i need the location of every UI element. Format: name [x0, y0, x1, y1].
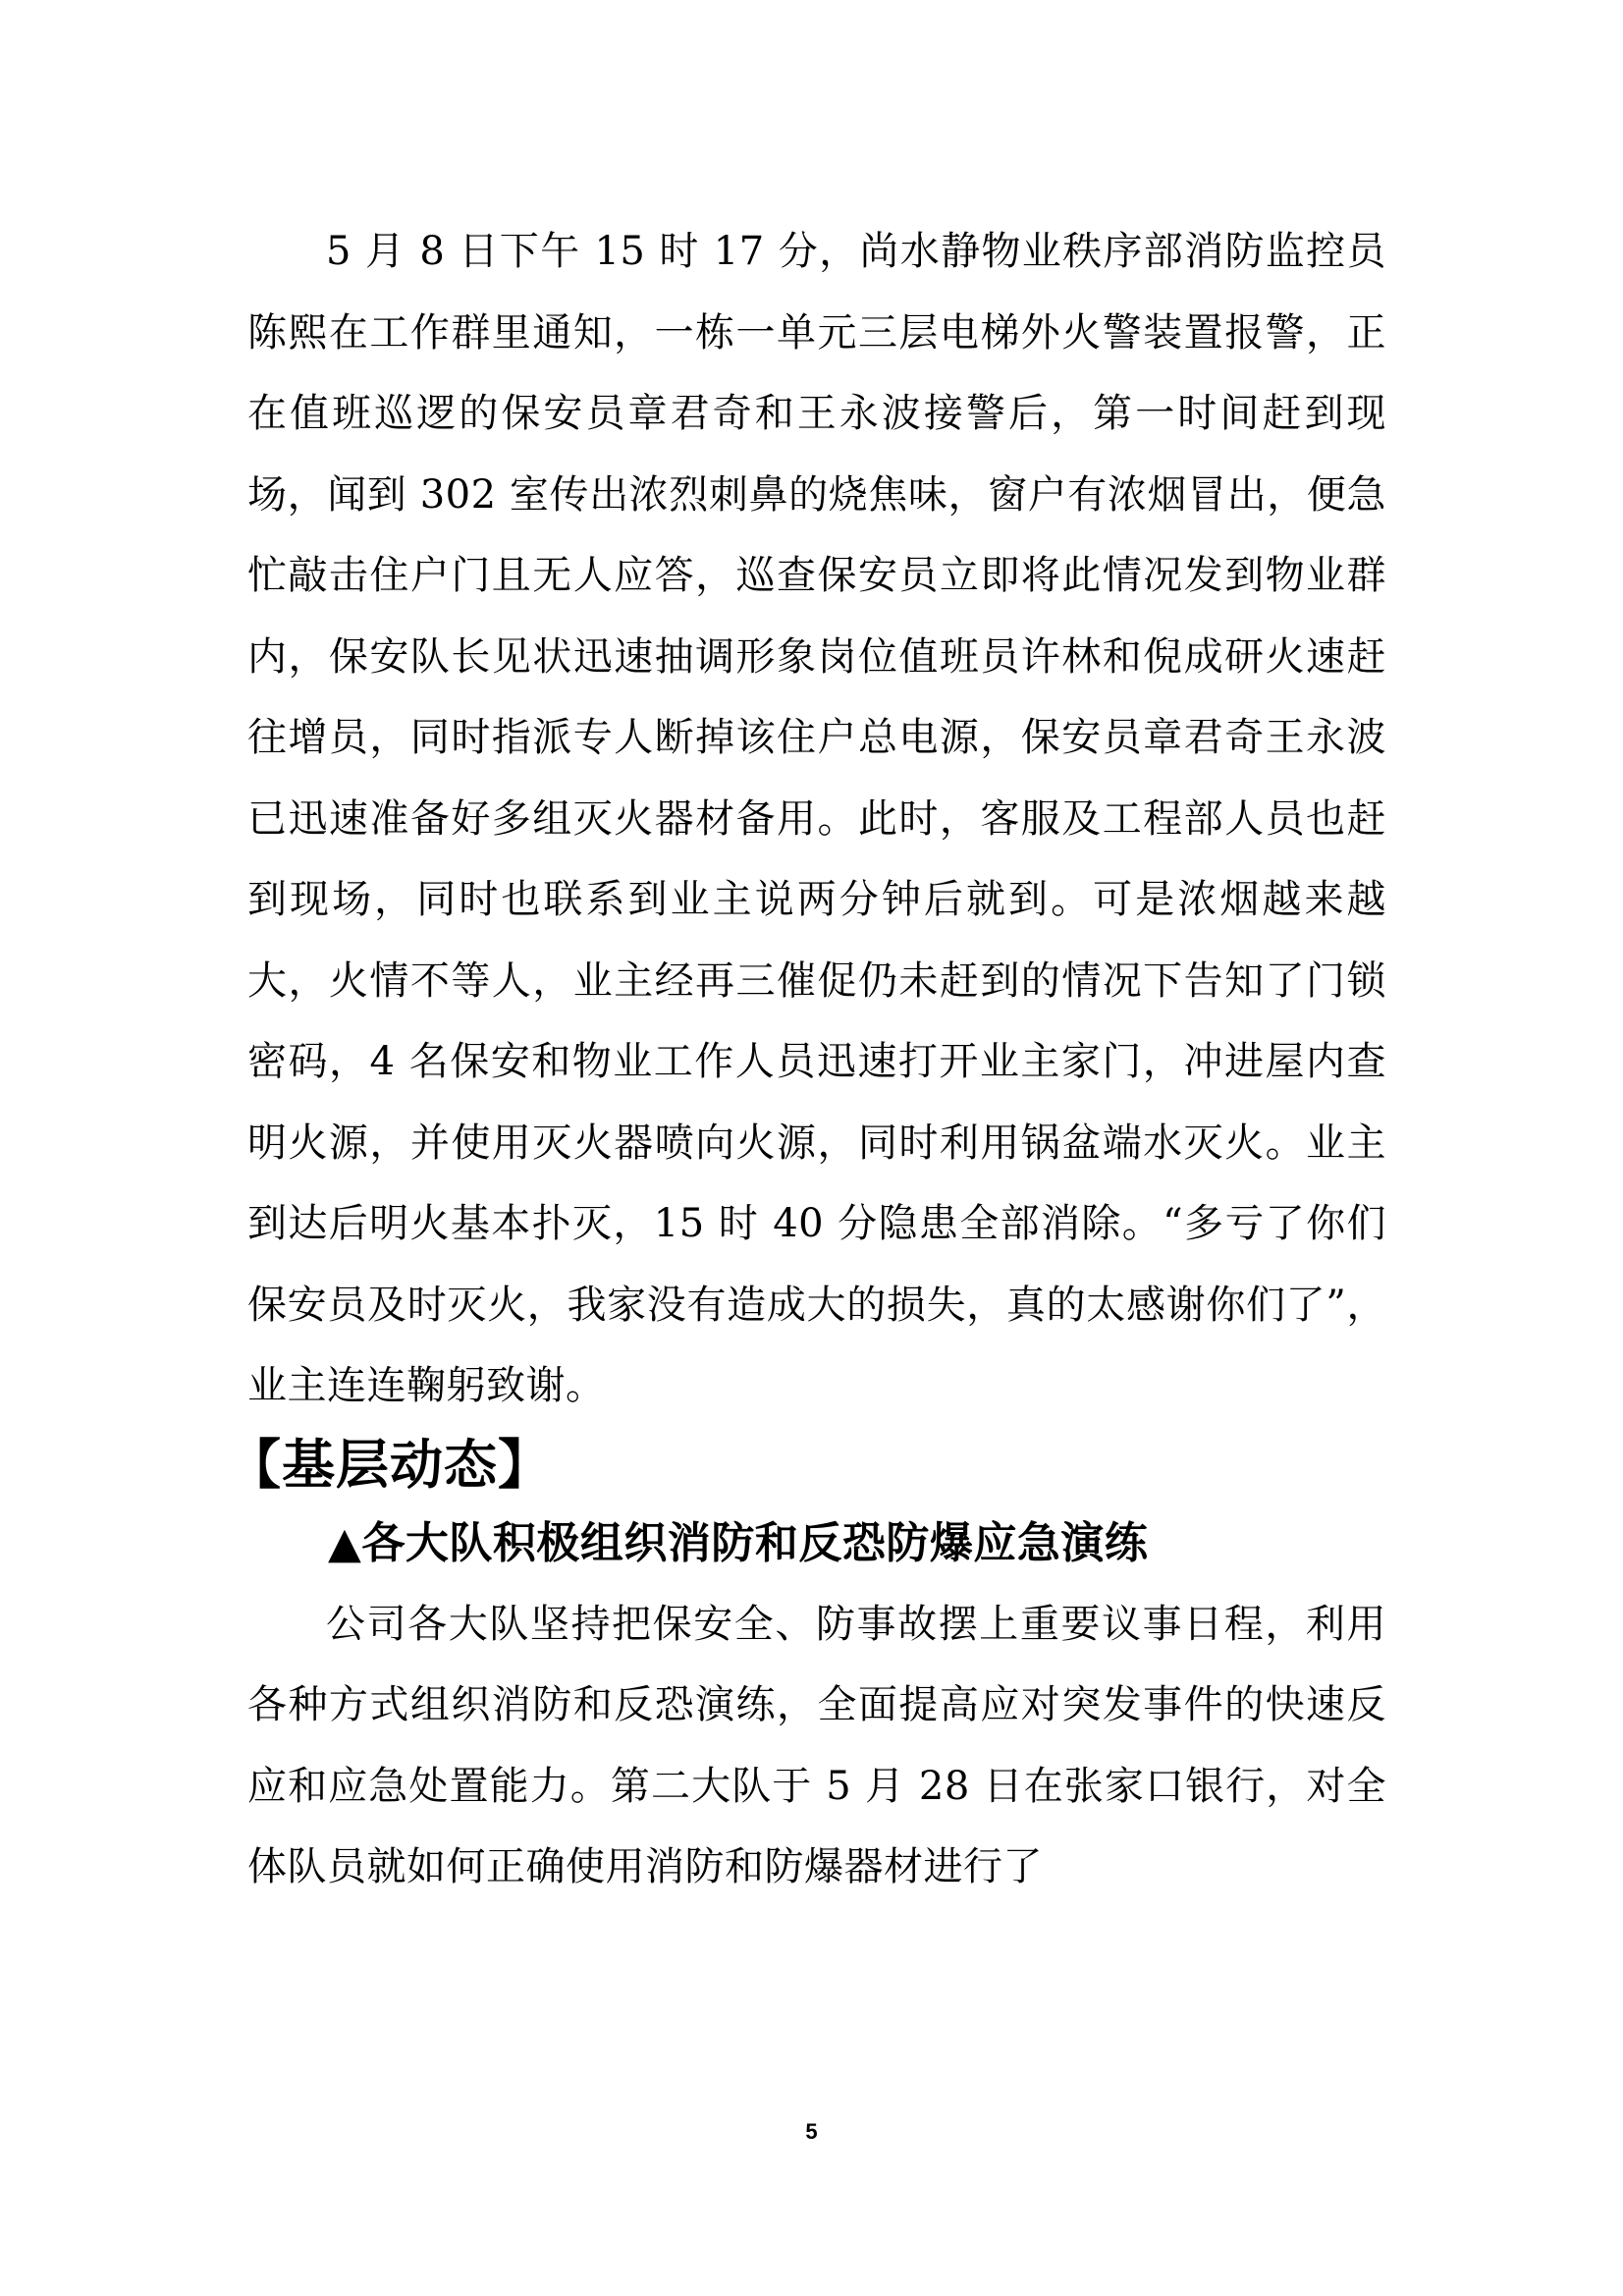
section-title: 【基层动态】: [228, 1433, 552, 1496]
article-subheading: ▲各大队积极组织消防和反恐防爆应急演练: [328, 1517, 1149, 1568]
page-content: [228, 211, 1386, 1908]
body-paragraph-drills: 公司各大队坚持把保安全、防事故摆上重要议事日程，利用各种方式组织消防和反恐演练，全面提高应对突发事件的快速反应和应急处置能力。第二大队于 5 月 28 日在张家口银行，对全体队员就如何正确使用消防和防爆器材进行了: [247, 1601, 1386, 1889]
page-number: 5: [805, 2119, 818, 2144]
body-paragraph-fire-incident: 5 月 8 日下午 15 时 17 分，尚水静物业秩序部消防监控员陈熙在工作群里通知，一栋一单元三层电梯外火警装置报警，正在值班巡逻的保安员章君奇和王永波接警后，第一时间赶到现场，闻到 302 室传出浓烈刺鼻的烧焦味，窗户有浓烟冒出，便急忙敲击住户门且无人应答，巡查保安员立即将此情况发到物业群内，保安队长见状迅速抽调形象岗位值班员许林和倪成研火速赶往增员，同时指派专人断掉该住户总电源，保安员章君奇王永波已迅速准备好多组灭火器材备用。此时，客服及工程部人员也赶到现场，同时也联系到业主说两分钟后就到。可是浓烟越来越大，火情不等人，业主经再三催促仍未赶到的情况下告知了门锁密码，4 名保安和物业工作人员迅速打开业主家门，冲进屋内查明火源，并使用灭火器喷向火源，同时利用锅盆端水灭火。业主到达后明火基本扑灭，15 时 40 分隐患全部消除。“多亏了你们保安员及时灭火，我家没有造成大的损失，真的太感谢你们了”，业主连连鞠躬致谢。: [247, 229, 1386, 1408]
